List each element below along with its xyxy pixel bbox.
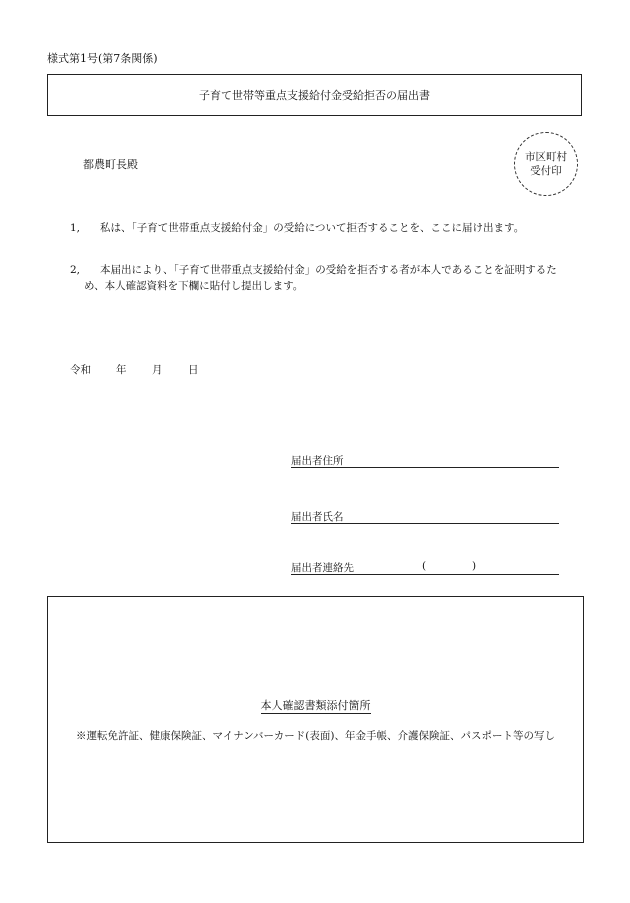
attachment-note: ※運転免許証、健康保険証、マイナンバーカード(表面)、年金手帳、介護保険証、パスポート等の写し xyxy=(75,730,555,742)
attachment-title-wrap xyxy=(48,697,583,713)
attachment-title: 本人確認書類添付箇所 xyxy=(260,699,371,712)
date-line xyxy=(70,362,199,377)
applicant-name-label: 届出者氏名 xyxy=(291,511,344,523)
applicant-contact-label: 届出者連絡先 xyxy=(291,562,354,574)
stamp-line-2: 受付印 xyxy=(530,165,562,177)
applicant-contact-field[interactable] xyxy=(291,560,559,575)
applicant-address-label: 届出者住所 xyxy=(291,455,344,467)
document-title: 子育て世帯等重点支援給付金受給拒否の届出書 xyxy=(199,89,430,102)
applicant-name-field[interactable] xyxy=(291,509,559,524)
paren-close: ) xyxy=(472,560,477,572)
statement-text: 私は、「子育て世帯重点支援給付金」の受給について拒否することを、ここに届け出ます。 xyxy=(100,222,525,234)
statement-2 xyxy=(70,262,570,294)
date-era: 令和 xyxy=(70,364,91,376)
applicant-address-field[interactable] xyxy=(291,453,559,468)
addressee: 都農町長殿 xyxy=(83,158,138,171)
id-document-attachment-box xyxy=(47,596,584,843)
date-month: 月 xyxy=(152,364,163,376)
form-number: 様式第1号(第7条関係) xyxy=(47,52,158,65)
stamp-line-1: 市区町村 xyxy=(525,150,567,163)
statement-text: 本届出により、「子育て世帯重点支援給付金」の受給を拒否する者が本人であることを証明するため、本人確認資料を下欄に貼付し提出します。 xyxy=(84,264,557,292)
date-year: 年 xyxy=(116,364,127,376)
paren-open: ( xyxy=(422,560,427,572)
statement-number: 2, xyxy=(70,264,81,276)
title-box xyxy=(47,74,582,116)
date-day: 日 xyxy=(188,364,199,376)
statement-number: 1, xyxy=(70,222,81,234)
reception-stamp-circle xyxy=(514,132,578,196)
statement-1 xyxy=(70,220,570,236)
